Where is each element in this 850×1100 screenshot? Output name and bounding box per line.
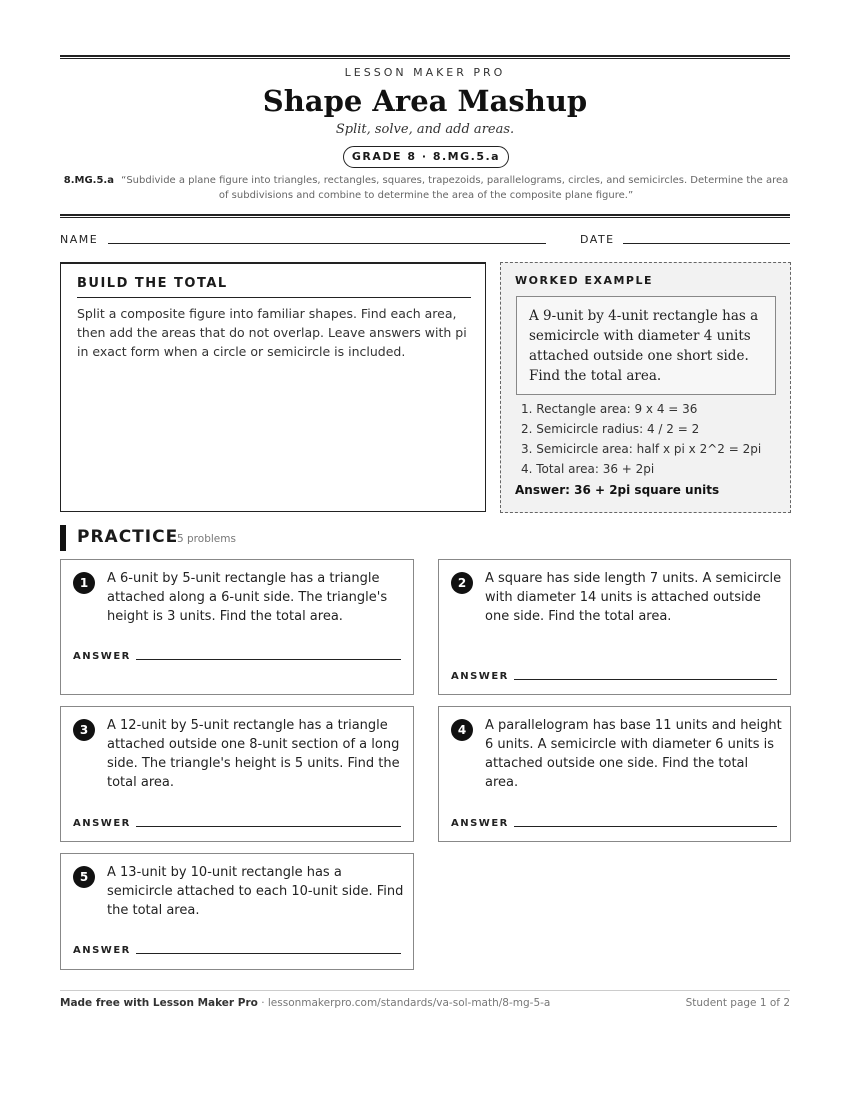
practice-accent-bar: [60, 525, 66, 551]
footer-made-with: Made free with Lesson Maker Pro: [60, 997, 258, 1009]
answer-label: ANSWER: [73, 818, 131, 829]
answer-field[interactable]: [136, 659, 401, 660]
footer-page-number: Student page 1 of 2: [685, 997, 790, 1009]
worked-example-problem: A 9-unit by 4-unit rectangle has a semicircle with diameter 4 units attached outside one short side. Find the total area.: [516, 296, 776, 395]
top-double-rule: [60, 55, 790, 59]
build-divider: [77, 297, 471, 298]
problem-text: A parallelogram has base 11 units and height 6 units. A semicircle with diameter 6 units is attached outside one side. Find the total area.: [485, 718, 782, 790]
footer-url: · lessonmakerpro.com/standards/va-sol-math/8-mg-5-a: [257, 997, 551, 1009]
answer-field[interactable]: [136, 953, 401, 954]
worked-step: 3. Semicircle area: half x pi x 2^2 = 2pi: [521, 442, 762, 456]
worked-step: 2. Semicircle radius: 4 / 2 = 2: [521, 422, 700, 436]
practice-problem-card: [60, 706, 414, 842]
worked-example-answer: Answer: 36 + 2pi square units: [515, 483, 720, 497]
footer-credit: [60, 997, 550, 1009]
practice-problem-card: [438, 706, 791, 842]
practice-count: 5 problems: [177, 533, 236, 545]
problem-text: A square has side length 7 units. A semicircle with diameter 14 units is attached outside one side. Find the total area.: [485, 571, 782, 624]
name-field[interactable]: [108, 243, 546, 244]
answer-label: ANSWER: [73, 945, 131, 956]
answer-label: ANSWER: [73, 651, 131, 662]
problem-number: 5: [73, 866, 95, 888]
date-label: DATE: [580, 233, 615, 246]
answer-label: ANSWER: [451, 818, 509, 829]
build-the-total-box: [60, 262, 486, 512]
worked-example-box: [500, 262, 791, 513]
problem-text: A 13-unit by 10-unit rectangle has a semicircle attached to each 10-unit side. Find the total area.: [107, 865, 404, 918]
standard-text: “Subdivide a plane figure into triangles, rectangles, squares, trapezoids, parallelograms, circles, and semicircles. Determine the area of subdivisions and combine to determine the area of the composite plane figure.”: [121, 175, 789, 201]
problem-number: 2: [451, 572, 473, 594]
answer-field[interactable]: [136, 826, 401, 827]
worked-example-steps: [521, 399, 761, 479]
problem-number: 4: [451, 719, 473, 741]
footer-divider: [60, 990, 790, 991]
build-heading: BUILD THE TOTAL: [77, 276, 228, 291]
page-subtitle: Split, solve, and add areas.: [335, 122, 515, 137]
worked-example-heading: WORKED EXAMPLE: [515, 274, 653, 287]
worked-step: 1. Rectangle area: 9 x 4 = 36: [521, 402, 698, 416]
standard-description: [62, 173, 790, 203]
date-field[interactable]: [623, 243, 790, 244]
build-text: Split a composite figure into familiar shapes. Find each area, then add the areas that do not overlap. Leave answers with pi in exact form when a circle or semicircle is included.: [77, 306, 467, 359]
problem-number: 3: [73, 719, 95, 741]
answer-label: ANSWER: [451, 671, 509, 682]
brand-name: LESSON MAKER PRO: [344, 66, 506, 79]
practice-problem-card: [60, 853, 414, 970]
problem-text: A 12-unit by 5-unit rectangle has a triangle attached outside one 8-unit section of a long side. The triangle's height is 5 units. Find the total area.: [107, 718, 400, 790]
practice-problem-card: [438, 559, 791, 695]
page-title: Shape Area Mashup: [262, 84, 588, 118]
practice-problem-card: [60, 559, 414, 695]
header-double-rule: [60, 214, 790, 218]
grade-badge: GRADE 8 · 8.MG.5.a: [343, 146, 509, 168]
problem-text: A 6-unit by 5-unit rectangle has a triangle attached along a 6-unit side. The triangle's height is 3 units. Find the total area.: [107, 571, 388, 624]
worked-step: 4. Total area: 36 + 2pi: [521, 462, 655, 476]
name-label: NAME: [60, 233, 99, 246]
answer-field[interactable]: [514, 679, 777, 680]
problem-number: 1: [73, 572, 95, 594]
practice-heading: PRACTICE: [77, 527, 179, 547]
answer-field[interactable]: [514, 826, 777, 827]
standard-code: 8.MG.5.a: [63, 175, 114, 186]
